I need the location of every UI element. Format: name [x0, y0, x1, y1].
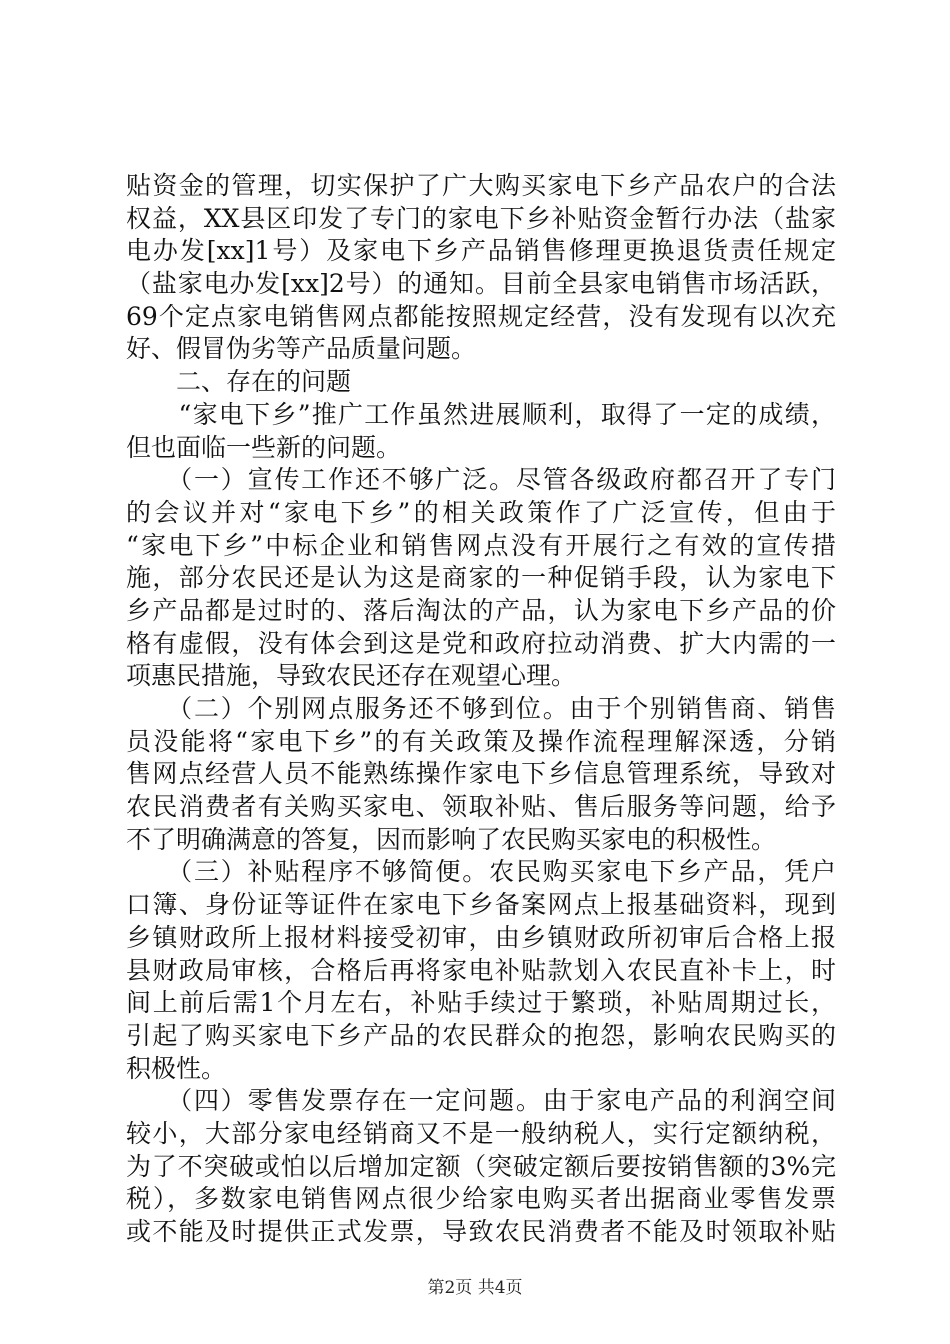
text-line: 不了明确满意的答复，因而影响了农民购买家电的积极性。 — [126, 824, 777, 854]
text-line: （一）宣传工作还不够广泛。尽管各级政府都召开了专门 — [126, 465, 836, 495]
text-line: 农民消费者有关购买家电、领取补贴、售后服务等问题，给予 — [126, 792, 836, 822]
text-line: 引起了购买家电下乡产品的农民群众的抱怨，影响农民购买的 — [126, 1020, 836, 1050]
text-line: 员没能将“家电下乡”的有关政策及操作流程理解深透，分销 — [126, 726, 836, 756]
text-line: 好、假冒伪劣等产品质量问题。 — [126, 334, 477, 364]
text-line: 乡产品都是过时的、落后淘汰的产品，认为家电下乡产品的价 — [126, 595, 836, 625]
text-line: 口簿、身份证等证件在家电下乡备案网点上报基础资料，现到 — [126, 890, 836, 920]
text-line: 69个定点家电销售网点都能按照规定经营，没有发现有以次充 — [126, 301, 836, 331]
text-line: （四）零售发票存在一定问题。由于家电产品的利润空间 — [126, 1086, 836, 1116]
text-line: 县财政局审核，合格后再将家电补贴款划入农民直补卡上，时 — [126, 955, 836, 985]
text-line: “家电下乡”推广工作虽然进展顺利，取得了一定的成绩， — [126, 399, 836, 429]
text-line: 的会议并对“家电下乡”的相关政策作了广泛宣传，但由于 — [126, 497, 836, 527]
text-line: （盐家电办发[xx]2号）的通知。目前全县家电销售市场活跃， — [126, 269, 836, 299]
text-line: 但也面临一些新的问题。 — [126, 432, 402, 462]
document-body — [126, 170, 836, 1249]
text-line: （三）补贴程序不够简便。农民购买家电下乡产品，凭户 — [126, 857, 836, 887]
text-line: 项惠民措施，导致农民还存在观望心理。 — [126, 661, 577, 691]
text-line: 较小，大部分家电经销商又不是一般纳税人，实行定额纳税， — [126, 1118, 836, 1148]
text-line: 税），多数家电销售网点很少给家电购买者出据商业零售发票 — [126, 1184, 836, 1214]
text-line: （二）个别网点服务还不够到位。由于个别销售商、销售 — [126, 694, 836, 723]
text-line: 电办发[xx]1号）及家电下乡产品销售修理更换退货责任规定 — [126, 236, 836, 266]
page-number-footer: 第2页 共4页 — [427, 1278, 523, 1298]
text-line: 为了不突破或怕以后增加定额（突破定额后要按销售额的3%完 — [126, 1151, 836, 1181]
text-line: 间上前后需1个月左右，补贴手续过于繁琐，补贴周期过长， — [126, 988, 836, 1018]
text-line: 售网点经营人员不能熟练操作家电下乡信息管理系统，导致对 — [126, 759, 836, 789]
text-line: 乡镇财政所上报材料接受初审，由乡镇财政所初审后合格上报 — [126, 922, 836, 952]
text-line: 或不能及时提供正式发票，导致农民消费者不能及时领取补贴 — [126, 1217, 836, 1246]
text-line: “家电下乡”中标企业和销售网点没有开展行之有效的宣传措 — [126, 530, 836, 560]
text-line: 权益，XX县区印发了专门的家电下乡补贴资金暂行办法（盐家 — [126, 203, 836, 233]
text-line: 贴资金的管理，切实保护了广大购买家电下乡产品农户的合法 — [126, 171, 836, 200]
text-line: 格有虚假，没有体会到这是党和政府拉动消费、扩大内需的一 — [126, 628, 836, 658]
text-line: 积极性。 — [126, 1053, 227, 1083]
section-heading: 二、存在的问题 — [126, 367, 352, 397]
text-line: 施，部分农民还是认为这是商家的一种促销手段，认为家电下 — [126, 563, 836, 593]
